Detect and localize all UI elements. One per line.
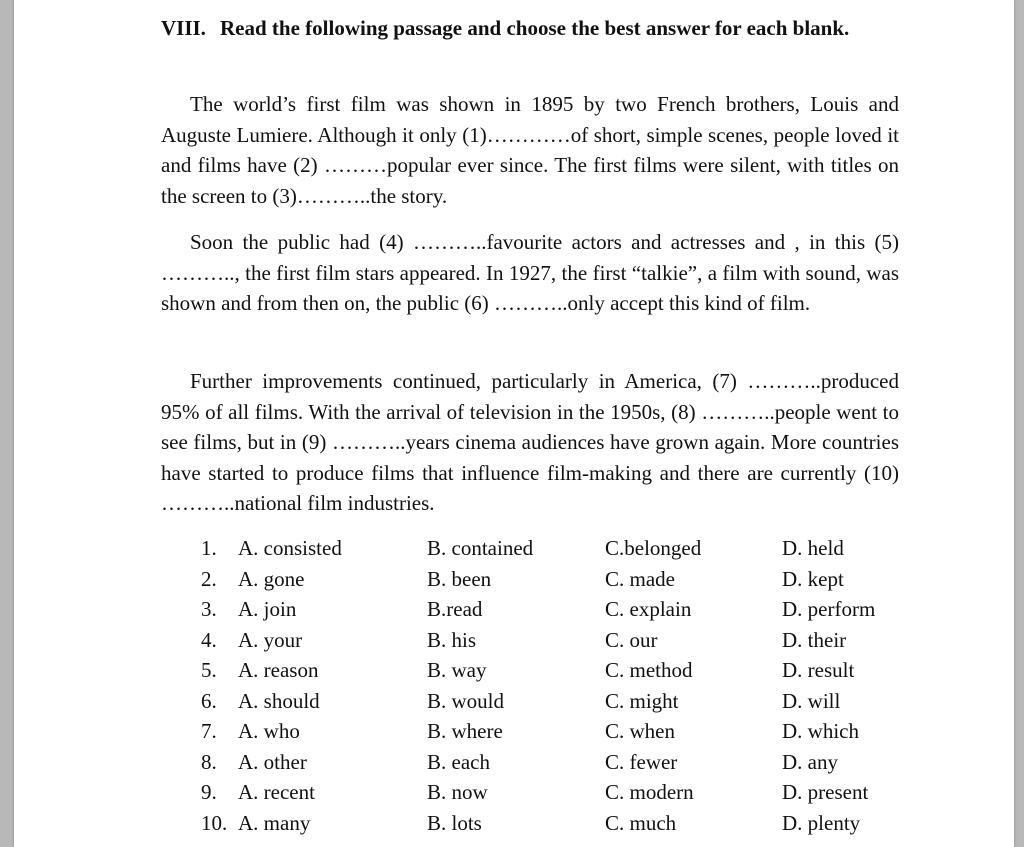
question-number: 8. bbox=[201, 749, 217, 774]
option-b: B. would bbox=[427, 688, 505, 713]
passage-paragraph-3: Further improvements continued, particularly in America, (7) ………..produced 95% of all films. With the arrival of television in the 1950s, (8) ………..people went to see films, but in (9) ………..years cinema audiences have grown again. More countries have started to produce films that influence film-making and there are currently (10) ………..national film industries. bbox=[161, 369, 899, 515]
option-c: C. made bbox=[605, 566, 675, 591]
question-row-5 bbox=[201, 655, 901, 686]
option-c: C. our bbox=[605, 627, 658, 652]
question-number: 2. bbox=[201, 566, 217, 591]
question-row-4 bbox=[201, 625, 901, 656]
section-number: VIII. bbox=[161, 16, 206, 40]
section-instruction: Read the following passage and choose the best answer for each blank. bbox=[220, 16, 850, 40]
option-c: C. much bbox=[605, 810, 677, 835]
question-row-9 bbox=[201, 777, 901, 808]
option-a: A. join bbox=[238, 597, 297, 621]
option-b: B. now bbox=[427, 780, 488, 804]
option-a: A. recent bbox=[238, 780, 315, 804]
option-d: D. plenty bbox=[782, 810, 861, 835]
option-c: C. modern bbox=[605, 780, 694, 804]
option-b: B. lots bbox=[427, 810, 482, 835]
passage-paragraph-2: Soon the public had (4) ………..favourite actors and actresses and , in this (5) ……….., the first film stars appeared. In 1927, the first “talkie”, a film with sound, was shown and from then on, the public (6) ………..only accept this kind of film. bbox=[161, 230, 899, 315]
option-a: A. should bbox=[238, 688, 320, 713]
option-b: B. his bbox=[427, 627, 477, 652]
option-d: D. any bbox=[782, 749, 838, 774]
option-c: C. might bbox=[605, 688, 679, 713]
question-number: 1. bbox=[201, 536, 217, 560]
option-a: A. gone bbox=[238, 566, 305, 591]
option-b: B. way bbox=[427, 658, 487, 682]
question-number: 3. bbox=[201, 597, 217, 621]
option-b: B. where bbox=[427, 719, 503, 743]
option-d: D. will bbox=[782, 688, 841, 713]
question-row-7 bbox=[201, 716, 901, 747]
section-heading bbox=[161, 13, 899, 43]
option-b: B. been bbox=[427, 566, 492, 591]
question-row-8 bbox=[201, 747, 901, 778]
option-d: D. perform bbox=[782, 597, 876, 621]
question-number: 10. bbox=[201, 810, 228, 835]
question-number: 6. bbox=[201, 688, 217, 713]
option-c: C. when bbox=[605, 719, 675, 743]
question-number: 5. bbox=[201, 658, 217, 682]
option-d: D. which bbox=[782, 719, 859, 743]
option-c: C. explain bbox=[605, 597, 692, 621]
option-b: B. each bbox=[427, 749, 490, 774]
option-d: D. their bbox=[782, 627, 847, 652]
option-c: C.belonged bbox=[605, 536, 702, 560]
question-row-2 bbox=[201, 564, 901, 595]
question-row-1 bbox=[201, 533, 901, 564]
option-a: A. consisted bbox=[238, 536, 342, 560]
option-c: C. fewer bbox=[605, 749, 678, 774]
answer-options bbox=[201, 533, 901, 838]
option-b: B.read bbox=[427, 597, 483, 621]
option-a: A. reason bbox=[238, 658, 319, 682]
question-number: 7. bbox=[201, 719, 217, 743]
question-number: 9. bbox=[201, 780, 217, 804]
document-page bbox=[14, 0, 1014, 847]
option-d: D. held bbox=[782, 536, 844, 560]
option-d: D. result bbox=[782, 658, 855, 682]
option-a: A. many bbox=[238, 810, 311, 835]
option-c: C. method bbox=[605, 658, 693, 682]
question-row-3 bbox=[201, 594, 901, 625]
option-b: B. contained bbox=[427, 536, 534, 560]
question-number: 4. bbox=[201, 627, 217, 652]
option-a: A. who bbox=[238, 719, 300, 743]
option-a: A. other bbox=[238, 749, 307, 774]
passage-paragraph-1: The world’s first film was shown in 1895 by two French brothers, Louis and Auguste Lumiere. Although it only (1)…………of short, simple scenes, people loved it and films have (2) ………popular ever since. The first films were silent, with titles on the screen to (3)………..the story. bbox=[161, 92, 899, 208]
question-row-6 bbox=[201, 686, 901, 717]
question-row-10 bbox=[201, 808, 901, 839]
option-d: D. present bbox=[782, 780, 869, 804]
option-d: D. kept bbox=[782, 566, 844, 591]
option-a: A. your bbox=[238, 627, 303, 652]
